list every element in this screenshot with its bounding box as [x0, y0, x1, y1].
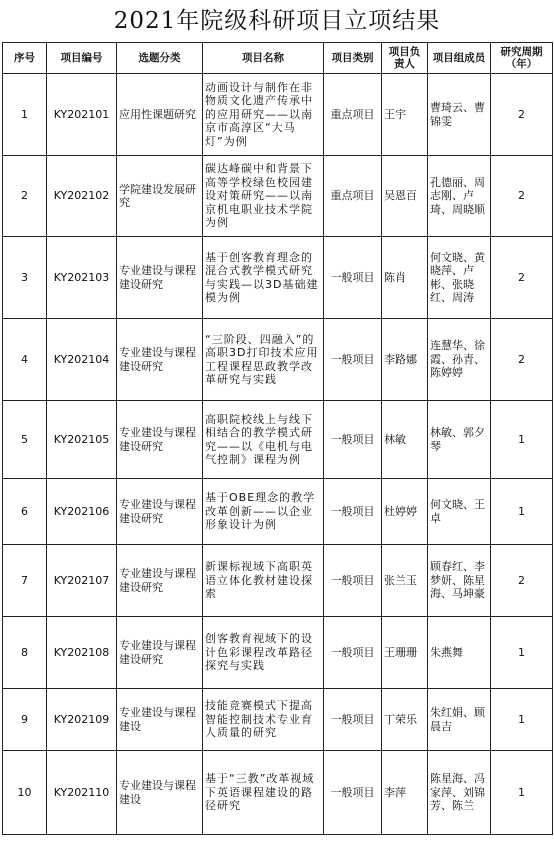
cell-members: 孔德丽、周志刚、卢琦、周晓顺 [428, 156, 491, 237]
cell-code: KY202105 [47, 401, 117, 479]
cell-members: 陈星海、冯家萍、刘锦芳、陈兰 [428, 751, 491, 835]
header-members: 项目组成员 [428, 43, 491, 74]
cell-code: KY202109 [47, 689, 117, 751]
results-table [2, 42, 553, 835]
cell-leader: 丁荣乐 [382, 689, 428, 751]
cell-seq: 6 [3, 479, 47, 545]
cell-name: 碳达峰碳中和背景下高等学校绿色校园建设对策研究——以南京机电职业技术学院为例 [203, 156, 324, 237]
cell-name: 动画设计与制作在非物质文化遗产传承中的应用研究——以南京市高淳区“大马灯”为例 [203, 74, 324, 156]
cell-members: 林敏、郭夕琴 [428, 401, 491, 479]
cell-code: KY202104 [47, 319, 117, 401]
cell-code: KY202108 [47, 617, 117, 689]
cell-leader: 林敏 [382, 401, 428, 479]
cell-type: 一般项目 [324, 237, 382, 319]
cell-members: 何文晓、王卓 [428, 479, 491, 545]
cell-type: 一般项目 [324, 617, 382, 689]
header-code: 项目编号 [47, 43, 117, 74]
cell-name: “三阶段、四融入”的高职3D打印技术应用工程课程思政教学改革研究与实践 [203, 319, 324, 401]
cell-period: 2 [491, 319, 553, 401]
table-row [3, 545, 553, 617]
cell-code: KY202107 [47, 545, 117, 617]
cell-type: 一般项目 [324, 751, 382, 835]
cell-seq: 10 [3, 751, 47, 835]
cell-type: 一般项目 [324, 689, 382, 751]
cell-type: 一般项目 [324, 401, 382, 479]
cell-category: 专业建设与课程建设研究 [117, 545, 203, 617]
cell-code: KY202110 [47, 751, 117, 835]
table-row [3, 319, 553, 401]
cell-category: 专业建设与课程建设研究 [117, 617, 203, 689]
page-title: 2021年院级科研项目立项结果 [113, 8, 441, 34]
cell-type: 一般项目 [324, 319, 382, 401]
table-row [3, 617, 553, 689]
cell-leader: 李萍 [382, 751, 428, 835]
cell-category: 专业建设与课程建设研究 [117, 401, 203, 479]
cell-leader: 王珊珊 [382, 617, 428, 689]
cell-category: 专业建设与课程建设研究 [117, 319, 203, 401]
cell-seq: 8 [3, 617, 47, 689]
cell-leader: 吴恩百 [382, 156, 428, 237]
cell-category: 专业建设与课程建设 [117, 751, 203, 835]
cell-code: KY202101 [47, 74, 117, 156]
header-category: 选题分类 [117, 43, 203, 74]
cell-members: 连慧华、徐霞、孙青、陈婷婷 [428, 319, 491, 401]
cell-type: 重点项目 [324, 156, 382, 237]
cell-members: 曹琦云、曹锦雯 [428, 74, 491, 156]
cell-leader: 张兰玉 [382, 545, 428, 617]
header-seq: 序号 [3, 43, 47, 74]
cell-code: KY202103 [47, 237, 117, 319]
cell-category: 应用性课题研究 [117, 74, 203, 156]
table-row [3, 237, 553, 319]
cell-name: 新课标视域下高职英语立体化教材建设探索 [203, 545, 324, 617]
cell-seq: 7 [3, 545, 47, 617]
cell-period: 1 [491, 689, 553, 751]
table-row [3, 74, 553, 156]
cell-name: 基于创客教育理念的混合式教学模式研究与实践—以3D基础建模为例 [203, 237, 324, 319]
cell-seq: 4 [3, 319, 47, 401]
cell-members: 朱燕舞 [428, 617, 491, 689]
table-row [3, 751, 553, 835]
cell-name: 高职院校线上与线下相结合的教学模式研究——以《电机与电气控制》课程为例 [203, 401, 324, 479]
cell-type: 重点项目 [324, 74, 382, 156]
cell-period: 2 [491, 156, 553, 237]
cell-code: KY202106 [47, 479, 117, 545]
cell-seq: 9 [3, 689, 47, 751]
cell-seq: 1 [3, 74, 47, 156]
table-row [3, 479, 553, 545]
cell-category: 学院建设发展研究 [117, 156, 203, 237]
header-period: 研究周期（年） [491, 43, 553, 74]
cell-seq: 5 [3, 401, 47, 479]
table-row [3, 156, 553, 237]
cell-period: 1 [491, 401, 553, 479]
cell-period: 1 [491, 617, 553, 689]
cell-code: KY202102 [47, 156, 117, 237]
cell-type: 一般项目 [324, 479, 382, 545]
cell-members: 何文晓、黄晓萍、卢彬、张晓红、周涛 [428, 237, 491, 319]
header-row [3, 43, 553, 74]
cell-seq: 3 [3, 237, 47, 319]
table-row [3, 689, 553, 751]
table-row [3, 401, 553, 479]
cell-period: 1 [491, 751, 553, 835]
cell-period: 1 [491, 479, 553, 545]
cell-name: 基于OBE理念的教学改革创新——以企业形象设计为例 [203, 479, 324, 545]
cell-period: 2 [491, 237, 553, 319]
cell-leader: 陈肖 [382, 237, 428, 319]
cell-name: 基于“三教”改革视域下英语课程建设的路径研究 [203, 751, 324, 835]
header-leader: 项目负责人 [382, 43, 428, 74]
cell-leader: 李路娜 [382, 319, 428, 401]
cell-category: 专业建设与课程建设研究 [117, 237, 203, 319]
cell-leader: 杜婷婷 [382, 479, 428, 545]
cell-leader: 王宇 [382, 74, 428, 156]
cell-category: 专业建设与课程建设研究 [117, 479, 203, 545]
cell-period: 2 [491, 74, 553, 156]
cell-name: 创客教育视域下的设计色彩课程改革路径探究与实践 [203, 617, 324, 689]
cell-members: 朱红娟、顾晨吉 [428, 689, 491, 751]
cell-members: 顾春红、李梦妍、陈星海、马坤豪 [428, 545, 491, 617]
cell-name: 技能竞赛模式下提高智能控制技术专业育人质量的研究 [203, 689, 324, 751]
cell-period: 2 [491, 545, 553, 617]
cell-type: 一般项目 [324, 545, 382, 617]
cell-seq: 2 [3, 156, 47, 237]
header-type: 项目类别 [324, 43, 382, 74]
cell-category: 专业建设与课程建设 [117, 689, 203, 751]
header-name: 项目名称 [203, 43, 324, 74]
